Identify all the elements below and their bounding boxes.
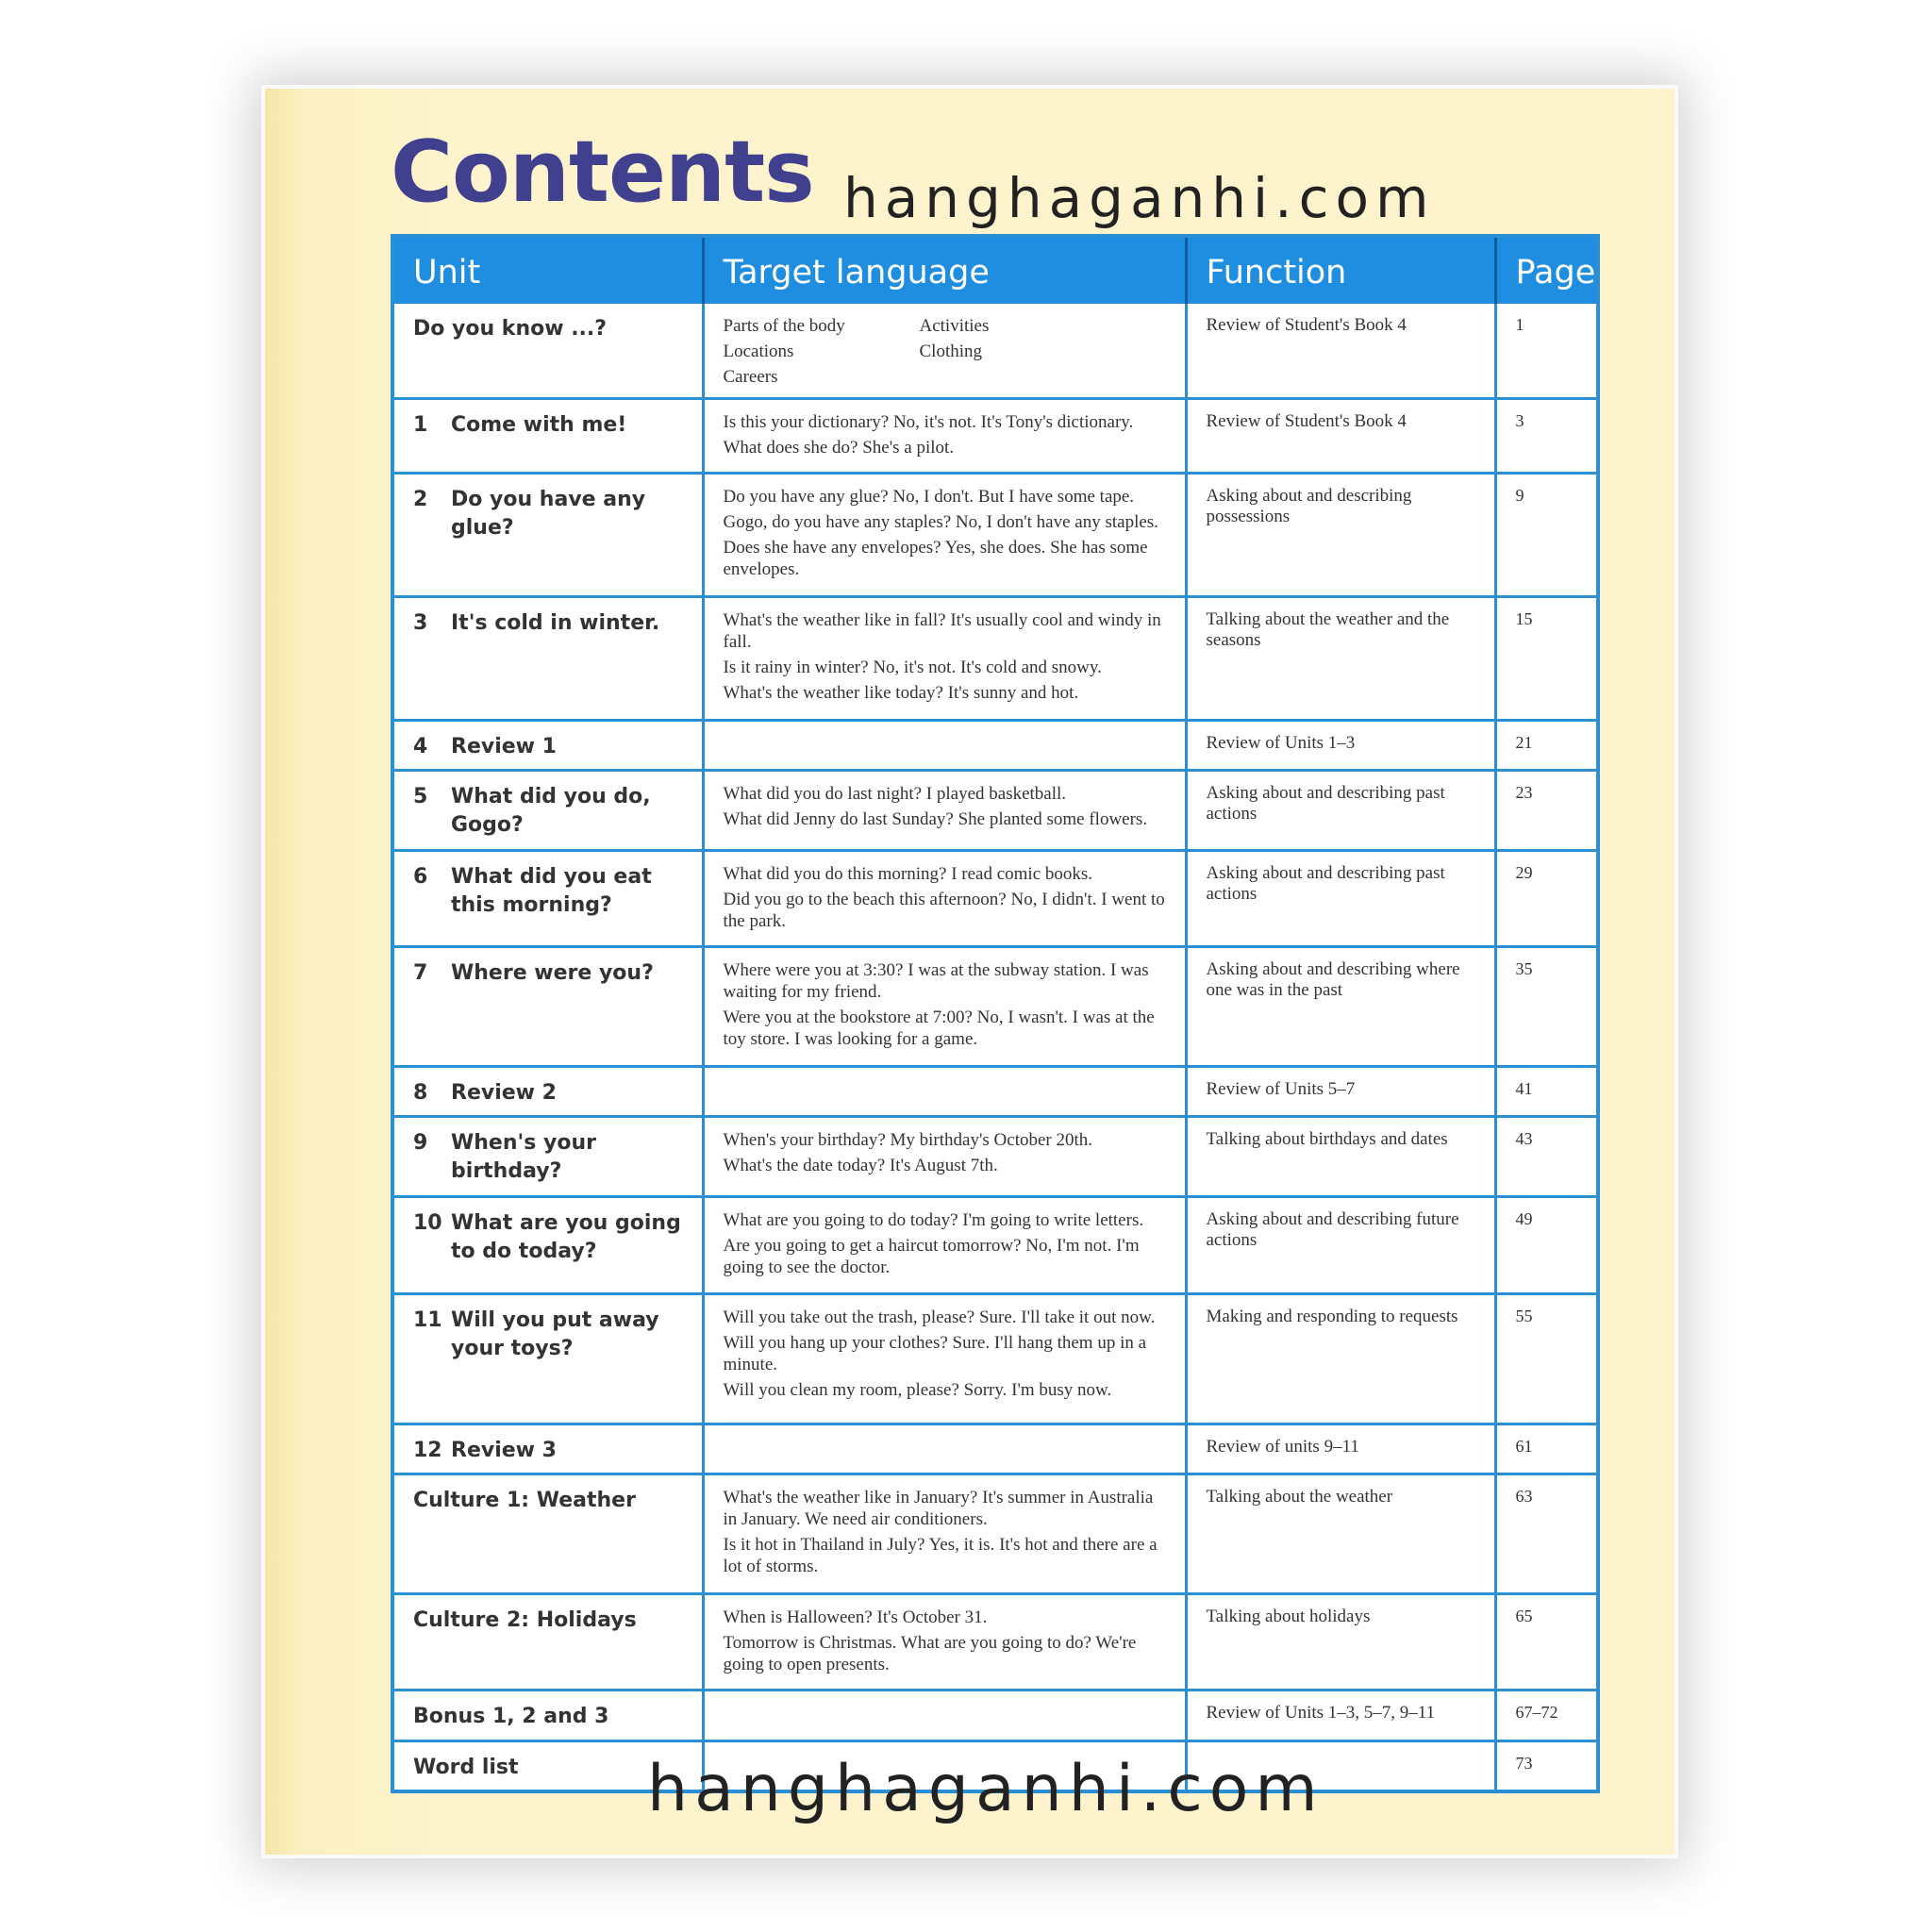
unit-name: What did you do, Gogo? (451, 784, 651, 837)
watermark-bottom: hanghaganhi.com (647, 1752, 1324, 1826)
vocab-topic: Clothing (919, 341, 983, 361)
unit-cell (394, 1197, 703, 1294)
function-cell (1186, 596, 1495, 720)
target-language-cell (703, 1593, 1186, 1690)
function-cell (1186, 947, 1495, 1067)
unit-title (413, 959, 687, 988)
header-function: Function (1186, 238, 1495, 304)
unit-name: Will you put away your toys? (451, 1307, 659, 1360)
unit-title (413, 1703, 687, 1731)
header-unit: Unit (394, 238, 703, 304)
unit-number: 2 (413, 487, 428, 511)
unit-name: Do you know ...? (413, 317, 608, 341)
header-page: Page (1495, 238, 1596, 304)
unit-name: Review 1 (451, 734, 557, 758)
unit-cell (394, 947, 703, 1067)
function-text: Asking about and describing past actions (1206, 782, 1445, 824)
page-number: 29 (1495, 850, 1596, 947)
unit-title (413, 315, 687, 343)
page-number: 61 (1495, 1424, 1596, 1474)
unit-title (413, 863, 687, 920)
function-cell (1186, 1066, 1495, 1116)
table-row (394, 850, 1596, 947)
unit-name: Word list (413, 1755, 519, 1779)
function-text: Review of Student's Book 4 (1206, 411, 1407, 432)
unit-title (413, 1307, 687, 1363)
unit-name: When's your birthday? (451, 1131, 596, 1184)
page-number: 55 (1495, 1293, 1596, 1424)
unit-name: Culture 1: Weather (413, 1489, 636, 1513)
vocab-topic: Activities (919, 316, 990, 336)
page-number: 21 (1495, 720, 1596, 770)
function-cell (1186, 1690, 1495, 1740)
vocab-topic: Parts of the body (723, 316, 845, 336)
table-row (394, 1117, 1596, 1197)
function-text: Review of Units 1–3 (1206, 732, 1356, 753)
table-row (394, 1293, 1596, 1424)
page-number: 23 (1495, 770, 1596, 850)
table-row (394, 1474, 1596, 1594)
unit-cell (394, 1424, 703, 1474)
target-language-cell (703, 850, 1186, 947)
unit-number: 7 (413, 961, 428, 986)
function-text: Talking about birthdays and dates (1206, 1129, 1448, 1150)
unit-cell (394, 1117, 703, 1197)
unit-number: 3 (413, 610, 428, 635)
language-line: Is this your dictionary? No, it's not. It's Tony's dictionary. (723, 412, 1134, 433)
table-row (394, 1197, 1596, 1294)
table-row (394, 1424, 1596, 1474)
function-cell (1186, 1474, 1495, 1594)
vocab-topic: Locations (723, 341, 794, 361)
unit-name: Culture 2: Holidays (413, 1607, 637, 1632)
page-title: Contents (391, 123, 814, 222)
language-line: Gogo, do you have any staples? No, I don't have any staples. (723, 511, 1158, 532)
table-row (394, 1690, 1596, 1740)
unit-number: 10 (413, 1211, 442, 1236)
unit-cell (394, 1593, 703, 1690)
unit-number: 4 (413, 734, 428, 758)
unit-number: 1 (413, 413, 428, 438)
header-row (394, 238, 1596, 304)
unit-cell (394, 850, 703, 947)
header-target-language: Target language (703, 238, 1186, 304)
unit-cell (394, 596, 703, 720)
target-language-cell (703, 1117, 1186, 1197)
function-text: Review of Units 5–7 (1206, 1078, 1356, 1099)
function-text: Asking about and describing past actions (1206, 862, 1445, 904)
language-line: Will you clean my room, please? Sorry. I'm busy now. (723, 1379, 1112, 1400)
unit-number: 5 (413, 784, 428, 808)
page-number: 15 (1495, 596, 1596, 720)
unit-name: Review 2 (451, 1080, 557, 1105)
unit-title (413, 1437, 687, 1465)
language-line: What are you going to do today? I'm going to write letters. (723, 1210, 1144, 1231)
function-cell (1186, 850, 1495, 947)
unit-name: Come with me! (451, 413, 627, 438)
unit-cell (394, 304, 703, 399)
language-line: Did you go to the beach this afternoon? No, I didn't. I went to the park. (723, 889, 1165, 931)
unit-name: What did you eat this morning? (451, 864, 652, 917)
unit-cell (394, 473, 703, 596)
unit-number: 11 (413, 1307, 442, 1332)
target-language-cell (703, 473, 1186, 596)
page-number: 1 (1495, 304, 1596, 399)
unit-title (413, 1487, 687, 1515)
unit-name: It's cold in winter. (451, 610, 660, 635)
language-line: Will you take out the trash, please? Sure. I'll take it out now. (723, 1307, 1156, 1327)
target-language-cell (703, 1293, 1186, 1424)
language-line: Does she have any envelopes? Yes, she does. She has some envelopes. (723, 537, 1148, 579)
language-line: What did you do this morning? I read comic books. (723, 863, 1093, 884)
function-cell (1186, 399, 1495, 473)
page-number: 35 (1495, 947, 1596, 1067)
language-line: When's your birthday? My birthday's October 20th. (723, 1130, 1093, 1151)
table-row (394, 1593, 1596, 1690)
target-language-cell (703, 1474, 1186, 1594)
unit-name: Do you have any glue? (451, 487, 646, 540)
function-text: Review of Units 1–3, 5–7, 9–11 (1206, 1703, 1436, 1724)
table-row (394, 947, 1596, 1067)
language-line: Is it hot in Thailand in July? Yes, it is. It's hot and there are a lot of storms. (723, 1535, 1158, 1577)
target-language-cell (703, 304, 1186, 399)
unit-title (413, 1079, 687, 1108)
unit-cell (394, 399, 703, 473)
table-row (394, 596, 1596, 720)
table-row (394, 304, 1596, 399)
function-text: Review of units 9–11 (1206, 1436, 1359, 1457)
target-language-cell (703, 596, 1186, 720)
unit-title (413, 486, 687, 542)
unit-number: 12 (413, 1438, 442, 1462)
unit-title (413, 1129, 687, 1186)
unit-cell (394, 1474, 703, 1594)
language-line: Were you at the bookstore at 7:00? No, I wasn't. I was at the toy store. I was looking for a game. (723, 1008, 1155, 1050)
language-line: When is Halloween? It's October 31. (723, 1607, 988, 1627)
function-text: Asking about and describing future actions (1206, 1209, 1459, 1251)
language-line: What's the weather like today? It's sunny and hot. (723, 682, 1079, 703)
watermark-top: hanghaganhi.com (843, 166, 1436, 230)
target-language-cell (703, 1690, 1186, 1740)
language-line: What's the date today? It's August 7th. (723, 1156, 998, 1176)
unit-name: What are you going to do today? (451, 1211, 681, 1264)
table-row (394, 399, 1596, 473)
page-number: 73 (1515, 1753, 1533, 1773)
unit-cell (394, 770, 703, 850)
unit-cell (394, 1293, 703, 1424)
page-number: 9 (1495, 473, 1596, 596)
language-line: Will you hang up your clothes? Sure. I'll hang them up in a minute. (723, 1332, 1147, 1374)
unit-number: 6 (413, 864, 428, 889)
table-row (394, 770, 1596, 850)
function-text: Review of Student's Book 4 (1206, 315, 1407, 335)
target-language-cell (703, 1066, 1186, 1116)
unit-title (413, 783, 687, 840)
function-text: Asking about and describing possessions (1206, 485, 1412, 526)
function-cell (1186, 720, 1495, 770)
function-text: Talking about the weather (1206, 1487, 1393, 1507)
unit-number: 9 (413, 1131, 428, 1156)
language-line: What did Jenny do last Sunday? She planted some flowers. (723, 808, 1148, 829)
unit-title (413, 609, 687, 638)
table-row (394, 473, 1596, 596)
unit-name: Review 3 (451, 1438, 557, 1462)
page-number: 67–72 (1495, 1690, 1596, 1740)
contents-table (391, 234, 1600, 1793)
page-number: 65 (1495, 1593, 1596, 1690)
language-line: Do you have any glue? No, I don't. But I have some tape. (723, 486, 1135, 507)
table-row (394, 720, 1596, 770)
language-line: Are you going to get a haircut tomorrow? No, I'm not. I'm going to see the doctor. (723, 1236, 1140, 1278)
language-line: What does she do? She's a pilot. (723, 438, 955, 458)
page-number: 3 (1495, 399, 1596, 473)
target-language-cell (703, 947, 1186, 1067)
language-line: Tomorrow is Christmas. What are you going to do? We're going to open presents. (723, 1632, 1137, 1674)
unit-cell (394, 1690, 703, 1740)
unit-number: 8 (413, 1080, 428, 1105)
target-language-cell (703, 1424, 1186, 1474)
target-language-cell (703, 399, 1186, 473)
target-language-cell (703, 1197, 1186, 1294)
page-number: 43 (1495, 1117, 1596, 1197)
unit-cell (394, 720, 703, 770)
language-line: What did you do last night? I played basketball. (723, 783, 1067, 804)
language-line: Is it rainy in winter? No, it's not. It's cold and snowy. (723, 657, 1102, 677)
function-cell (1186, 1293, 1495, 1424)
unit-name: Bonus 1, 2 and 3 (413, 1705, 609, 1729)
page-number: 41 (1495, 1066, 1596, 1116)
unit-title (413, 411, 687, 440)
function-cell (1186, 1593, 1495, 1690)
unit-title (413, 1209, 687, 1266)
page-number: 49 (1495, 1197, 1596, 1294)
function-text: Talking about holidays (1206, 1606, 1371, 1626)
function-cell (1186, 1424, 1495, 1474)
unit-title (413, 733, 687, 761)
function-cell (1186, 770, 1495, 850)
language-line: What's the weather like in fall? It's usually cool and windy in fall. (723, 609, 1161, 652)
function-text: Making and responding to requests (1206, 1306, 1458, 1326)
function-cell (1186, 304, 1495, 399)
vocab-topic: Careers (723, 367, 778, 387)
table-row (394, 1066, 1596, 1116)
target-language-cell (703, 770, 1186, 850)
function-cell (1186, 1197, 1495, 1294)
function-cell (1186, 473, 1495, 596)
function-text: Talking about the weather and the seasons (1206, 608, 1450, 650)
unit-title (413, 1754, 687, 1782)
function-text: Asking about and describing where one was in the past (1206, 959, 1460, 1001)
unit-cell (394, 1066, 703, 1116)
target-language-cell (703, 720, 1186, 770)
unit-title (413, 1607, 687, 1635)
page-number: 63 (1495, 1474, 1596, 1594)
unit-name: Where were you? (451, 961, 654, 986)
language-line: What's the weather like in January? It's summer in Australia in January. We need air conditioners. (723, 1488, 1154, 1530)
language-line: Where were you at 3:30? I was at the subway station. I was waiting for my friend. (723, 960, 1149, 1003)
function-cell (1186, 1117, 1495, 1197)
